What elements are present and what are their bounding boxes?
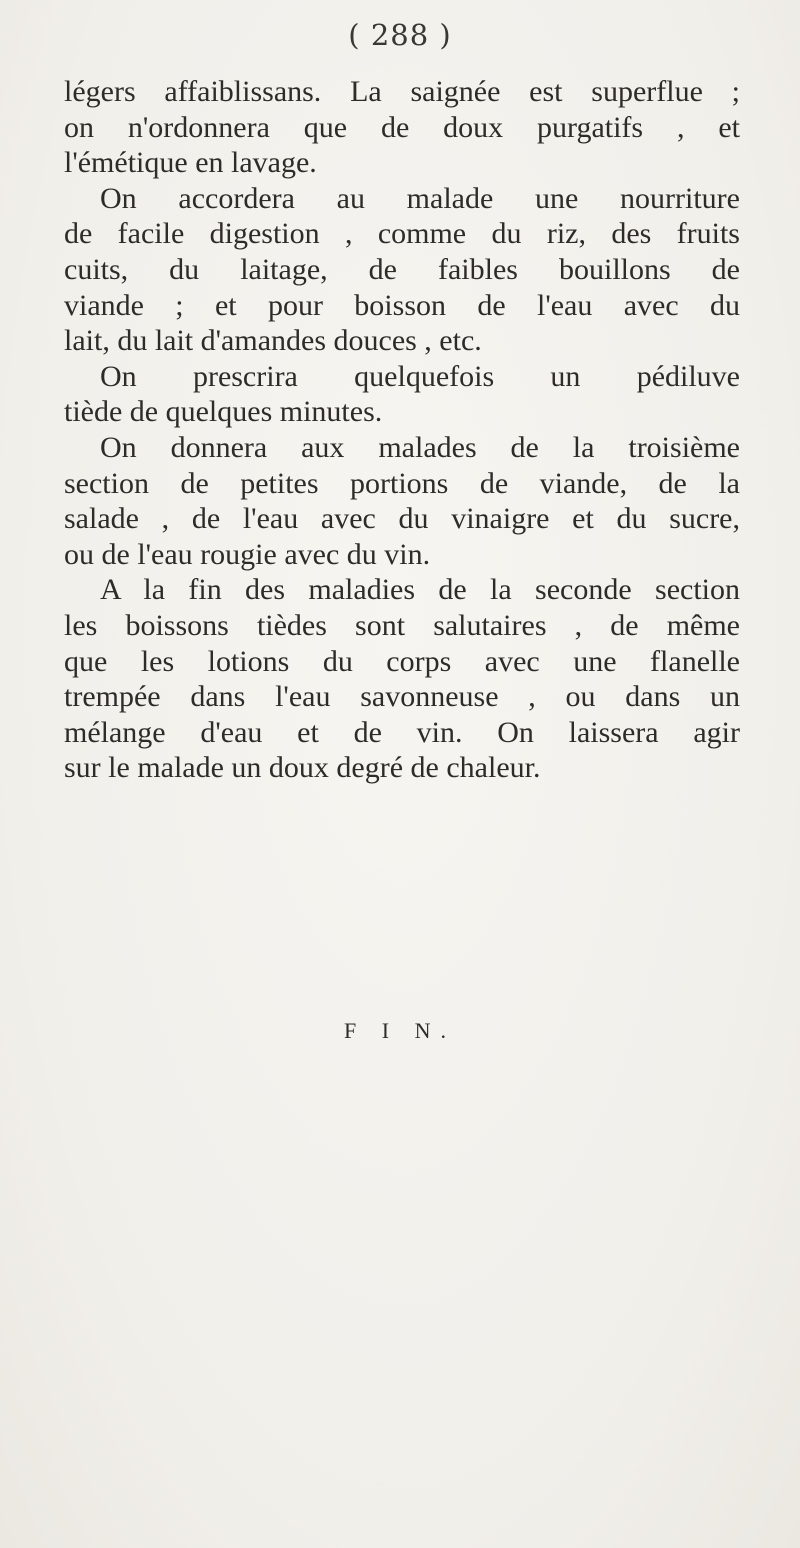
- text-line: ou de l'eau rougie avec du vin.: [64, 537, 431, 571]
- text-line: mélange d'eau et de vin. On laissera agir: [64, 715, 740, 749]
- text-line: A la fin des maladies de la seconde section: [100, 573, 740, 607]
- text-line: salade , de l'eau avec du vinaigre et du sucre,: [64, 502, 740, 536]
- page-number: ( 288 ): [348, 18, 452, 52]
- end-mark: F I N.: [344, 1018, 456, 1043]
- body-text: [64, 74, 740, 786]
- text-line: les boissons tièdes sont salutaires , de même: [64, 608, 740, 642]
- text-line: cuits, du laitage, de faibles bouillons de: [64, 252, 740, 286]
- text-line: sur le malade un doux degré de chaleur.: [64, 751, 541, 785]
- text-line: On prescrira quelquefois un pédiluve: [100, 359, 740, 393]
- text-line: viande ; et pour boisson de l'eau avec du: [64, 288, 740, 322]
- text-line: section de petites portions de viande, de la: [64, 466, 740, 500]
- text-line: trempée dans l'eau savonneuse , ou dans un: [64, 680, 740, 714]
- text-line: l'émétique en lavage.: [64, 146, 317, 180]
- text-line: de facile digestion , comme du riz, des fruits: [64, 217, 740, 251]
- text-line: tiède de quelques minutes.: [64, 395, 383, 429]
- text-line: lait, du lait d'amandes douces , etc.: [64, 324, 482, 358]
- text-line: On donnera aux malades de la troisième: [100, 430, 740, 464]
- text-line: On accordera au malade une nourriture: [100, 181, 740, 215]
- text-line: légers affaiblissans. La saignée est superflue ;: [64, 75, 740, 108]
- text-line: que les lotions du corps avec une flanelle: [64, 644, 740, 678]
- text-line: on n'ordonnera que de doux purgatifs , et: [64, 110, 740, 144]
